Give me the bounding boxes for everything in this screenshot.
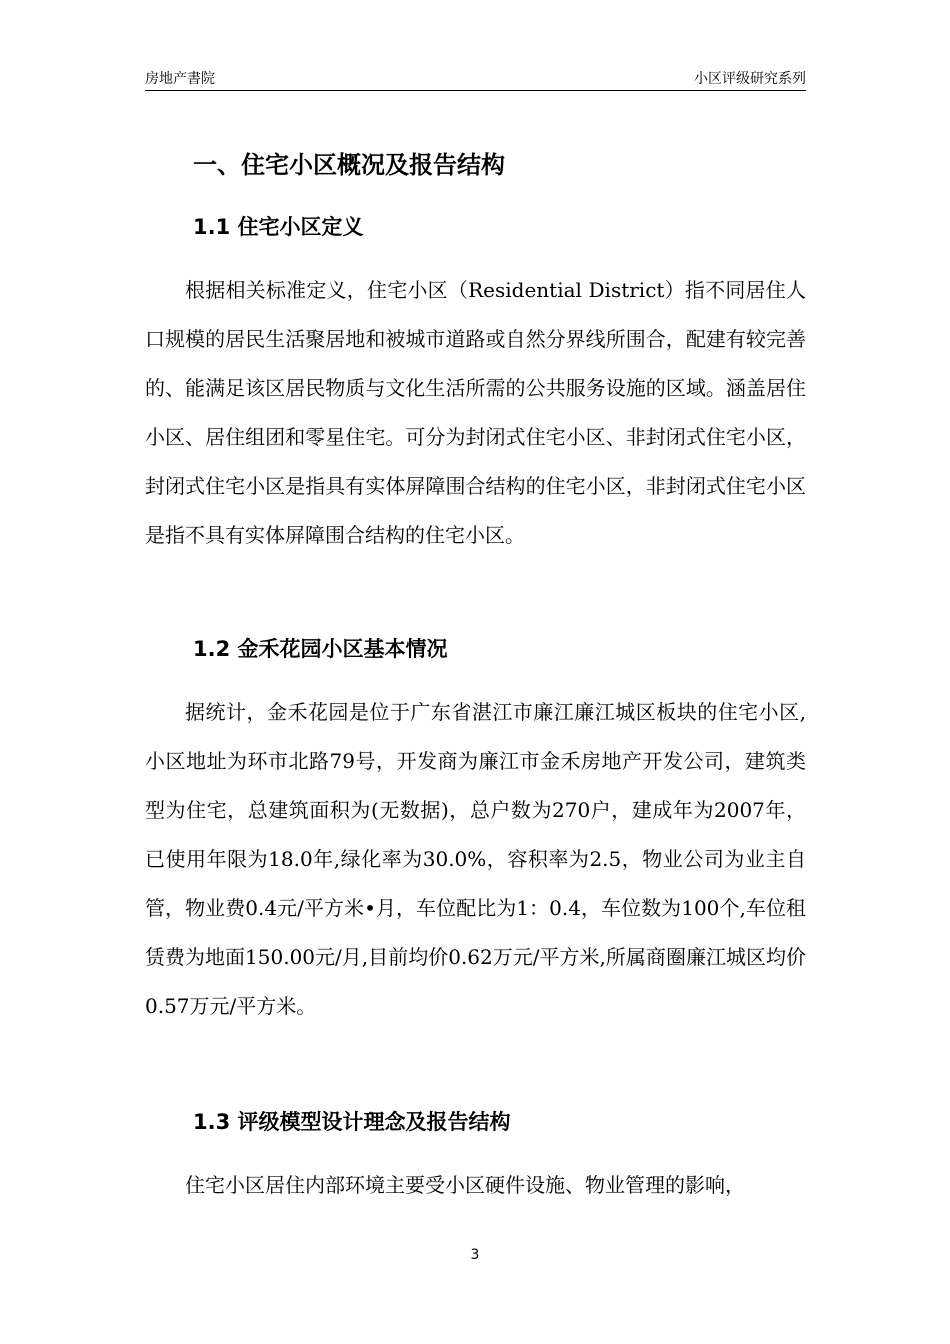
page-number: 3 — [470, 1247, 480, 1263]
paragraph-1-1: 根据相关标准定义，住宅小区（Residential District）指不同居住人口规模的居民生活聚居地和被城市道路或自然分界线所围合，配建有较完善的、能满足该区居民物质与文化生活所需的公共服务设施的区域。涵盖居住小区、居住组团和零星住宅。可分为封闭式住宅小区、非封闭式住宅小区，封闭式住宅小区是指具有实体屏障围合结构的住宅小区，非封闭式住宅小区是指不具有实体屏障围合结构的住宅小区。 — [145, 278, 806, 547]
section-title: 一、住宅小区概况及报告结构 — [193, 151, 505, 179]
paragraph-1-2: 据统计，金禾花园是位于广东省湛江市廉江廉江城区板块的住宅小区,小区地址为环市北路79号，开发商为廉江市金禾房地产开发公司，建筑类型为住宅，总建筑面积为(无数据)，总户数为270户，建成年为2007年，已使用年限为18.0年,绿化率为30.0%，容积率为2.5，物业公司为业主自管，物业费0.4元/平方米•月，车位配比为1：0.4，车位数为100个,车位租赁费为地面150.00元/月,目前均价0.62万元/平方米,所属商圈廉江城区均价0.57万元/平方米。 — [145, 700, 806, 1018]
header-publisher: 房地产書院 — [145, 71, 215, 87]
heading-1-2: 1.2 金禾花园小区基本情况 — [193, 637, 448, 661]
heading-1-1: 1.1 住宅小区定义 — [193, 215, 364, 239]
header-divider — [145, 90, 806, 91]
paragraph-1-3: 住宅小区居住内部环境主要受小区硬件设施、物业管理的影响， — [185, 1173, 745, 1197]
header-series: 小区评级研究系列 — [694, 71, 806, 87]
page-header — [145, 66, 806, 90]
heading-1-3: 1.3 评级模型设计理念及报告结构 — [193, 1110, 511, 1134]
